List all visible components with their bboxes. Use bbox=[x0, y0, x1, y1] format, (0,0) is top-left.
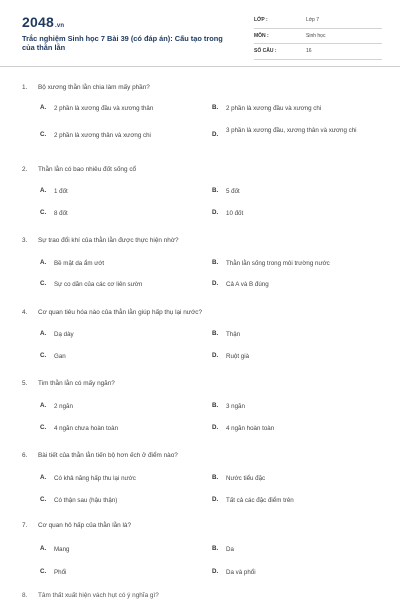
meta-value: 16 bbox=[306, 48, 312, 54]
option-letter: D. bbox=[212, 424, 219, 431]
meta-row-subject bbox=[254, 30, 382, 45]
question-prompt: Cơ quan hô hấp của thằn lằn là? bbox=[38, 522, 132, 529]
option-letter: C. bbox=[40, 209, 47, 216]
option-text: Cả A và B đúng bbox=[226, 281, 269, 288]
option-letter: A. bbox=[40, 402, 47, 409]
option-letter: B. bbox=[212, 474, 219, 481]
option-letter: B. bbox=[212, 259, 219, 266]
question-text bbox=[22, 166, 136, 173]
option-letter: C. bbox=[40, 131, 47, 138]
header-divider bbox=[0, 66, 400, 67]
option-text: 5 đốt bbox=[226, 188, 240, 195]
meta-key: SỐ CÂU : bbox=[254, 48, 277, 54]
question-prompt: Tâm thất xuất hiện vách hụt có ý nghĩa gì? bbox=[38, 592, 159, 599]
option-letter: A. bbox=[40, 259, 47, 266]
question-text bbox=[22, 309, 202, 316]
question-prompt: Cơ quan tiêu hóa nào của thằn lằn giúp hấp thụ lại nước? bbox=[38, 309, 203, 316]
option-letter: C. bbox=[40, 352, 47, 359]
option-text: Bề mặt da ẩm ướt bbox=[54, 260, 105, 267]
question-text bbox=[22, 522, 131, 529]
option-letter: A. bbox=[40, 545, 47, 552]
option-letter: B. bbox=[212, 104, 219, 111]
option-letter: D. bbox=[212, 131, 219, 138]
option-letter: C. bbox=[40, 568, 47, 575]
option-letter: B. bbox=[212, 402, 219, 409]
option-letter: B. bbox=[212, 330, 219, 337]
option-text: Nước tiểu đặc bbox=[226, 475, 266, 482]
option-text: 1 đốt bbox=[54, 188, 68, 195]
meta-row-class bbox=[254, 14, 382, 29]
option-text: Da và phổi bbox=[226, 569, 256, 576]
option-text: Mang bbox=[54, 546, 70, 553]
meta-value: Lớp 7 bbox=[306, 17, 320, 23]
option-text: Dạ dày bbox=[54, 331, 74, 338]
question-prompt: Bài tiết của thằn lằn tiến bộ hơn ếch ở điểm nào? bbox=[38, 452, 178, 459]
logo-text: 2048 bbox=[22, 14, 54, 30]
option-text: Da bbox=[226, 546, 234, 553]
question-text bbox=[22, 237, 179, 244]
option-letter: B. bbox=[212, 187, 219, 194]
question-prompt: Thằn lằn có bao nhiêu đốt sống cổ bbox=[38, 166, 137, 173]
option-letter: D. bbox=[212, 209, 219, 216]
option-text: 2 phần là xương đầu và xương thân bbox=[54, 105, 154, 112]
option-text: Thận bbox=[226, 331, 241, 338]
option-letter: D. bbox=[212, 352, 219, 359]
option-letter: A. bbox=[40, 104, 47, 111]
option-text: 2 ngăn bbox=[54, 403, 73, 410]
logo-tld: .vn bbox=[54, 23, 65, 29]
question-prompt: Bộ xương thằn lằn chia làm mấy phần? bbox=[38, 84, 150, 91]
option-text: Sự co dãn của các cơ liên sườn bbox=[54, 281, 143, 288]
question-number: 7. bbox=[22, 522, 28, 529]
question-number: 1. bbox=[22, 84, 28, 91]
option-text: Có khả năng hấp thu lại nước bbox=[54, 475, 136, 482]
option-text: 4 ngăn hoàn toàn bbox=[226, 425, 275, 432]
question-number: 5. bbox=[22, 380, 28, 387]
option-letter: D. bbox=[212, 496, 219, 503]
option-letter: C. bbox=[40, 280, 47, 287]
meta-key: MÔN : bbox=[254, 32, 269, 39]
meta-key: LỚP : bbox=[254, 17, 268, 23]
question-number: 3. bbox=[22, 237, 28, 244]
option-text: 3 phần là xương đầu, xương thân và xương chi bbox=[226, 127, 357, 134]
question-prompt: Tim thằn lằn có mấy ngăn? bbox=[38, 380, 115, 387]
question-number: 2. bbox=[22, 166, 28, 173]
option-text: 2 phần là xương thân và xương chi bbox=[54, 132, 151, 139]
site-logo[interactable] bbox=[22, 14, 64, 30]
option-letter: A. bbox=[40, 330, 47, 337]
option-text: 3 ngăn bbox=[226, 403, 245, 410]
document-title: Trắc nghiệm Sinh học 7 Bài 39 (có đáp án): Cấu tạo trong của thằn lằn bbox=[22, 34, 223, 52]
question-text bbox=[22, 592, 159, 599]
question-text bbox=[22, 452, 178, 459]
option-letter: C. bbox=[40, 496, 47, 503]
question-text bbox=[22, 380, 115, 387]
option-text: Tất cả các đặc điểm trên bbox=[226, 497, 294, 504]
option-text: Ruột già bbox=[226, 353, 250, 360]
option-text: Phổi bbox=[54, 569, 67, 576]
option-text: 10 đốt bbox=[226, 210, 244, 217]
option-text: Gan bbox=[54, 353, 66, 360]
option-letter: D. bbox=[212, 568, 219, 575]
question-prompt: Sự trao đổi khí của thằn lằn được thực hiện nhờ? bbox=[38, 237, 179, 244]
option-text: Có thận sau (hậu thận) bbox=[54, 497, 118, 504]
option-text: Thằn lằn sống trong môi trường nước bbox=[226, 260, 330, 267]
question-number: 6. bbox=[22, 452, 28, 459]
option-text: 2 phần là xương đầu và xương chi bbox=[226, 105, 322, 112]
option-letter: A. bbox=[40, 187, 47, 194]
document-header bbox=[22, 14, 382, 64]
option-letter: B. bbox=[212, 545, 219, 552]
option-letter: D. bbox=[212, 280, 219, 287]
meta-table bbox=[254, 14, 382, 61]
option-letter: C. bbox=[40, 424, 47, 431]
question-text bbox=[22, 84, 150, 91]
option-text: 8 đốt bbox=[54, 210, 68, 217]
question-number: 8. bbox=[22, 592, 28, 599]
meta-value: Sinh học bbox=[306, 32, 326, 39]
meta-row-count bbox=[254, 45, 382, 60]
question-number: 4. bbox=[22, 309, 28, 316]
option-text: 4 ngăn chưa hoàn toàn bbox=[54, 425, 119, 432]
option-letter: A. bbox=[40, 474, 47, 481]
